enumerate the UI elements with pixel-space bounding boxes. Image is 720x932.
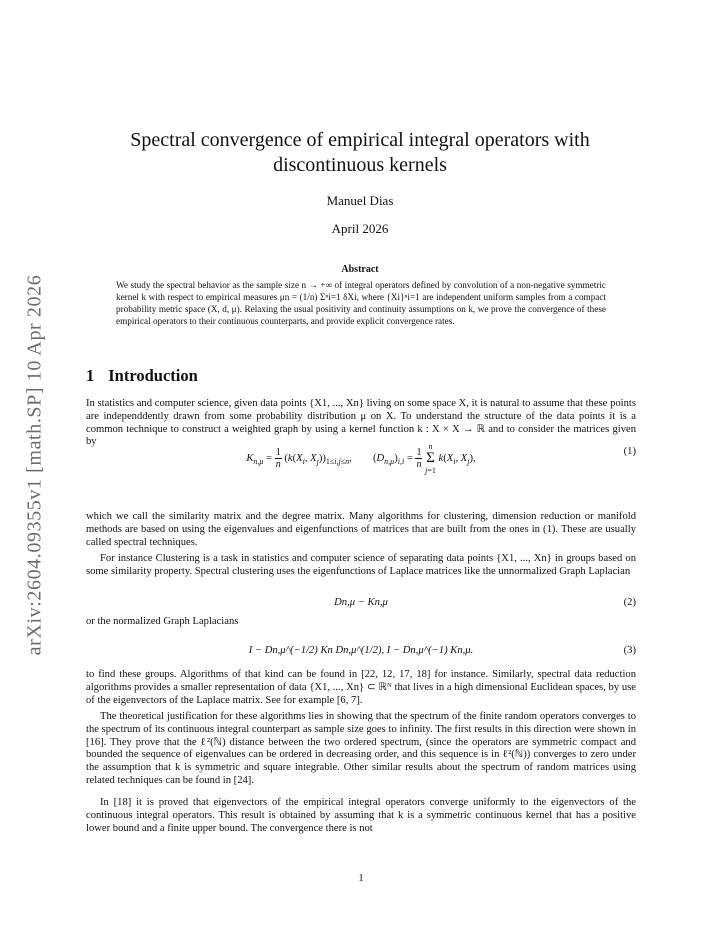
equation-3 (86, 645, 636, 656)
date: April 2026 (331, 221, 389, 236)
equation-2-body: Dn,μ − Kn,μ (334, 597, 388, 608)
paragraph-7: In [18] it is proved that eigenvectors of the empirical integral operators converge uniformly to the eigenvectors of the continuous integral operators. This result is obtained by assuming that k is a symmetric continuous kernel that has a positive lower bound and a finite upper bound. The convergence there is not (86, 797, 636, 834)
equation-2 (86, 597, 636, 608)
equation-2-number: (2) (623, 597, 636, 608)
title-line-1: Spectral convergence of empirical integral operators with (130, 129, 590, 151)
title-line-2: discontinuous kernels (273, 154, 447, 176)
equation-1 (86, 440, 636, 476)
section-number: 1 (86, 366, 95, 385)
author: Manuel Dias (326, 193, 394, 208)
equation-3-body: I − Dn,μ^(−1/2) Kn Dn,μ^(1/2), I − Dn,μ^(−1) Kn,μ. (248, 645, 474, 656)
arxiv-sidebar (14, 245, 56, 685)
equation-3-number: (3) (623, 645, 636, 656)
equation-1-body: $K_{n,\mu}$ = $\frac{1}{n} (k(X_i$, $X_j))_{1\le i,j\le n}$, $(D_{n,\mu})_{i,i}$ = $\frac{1}{n}$ n Σ j=1 $k(X_i$, $X_j$), (246, 442, 476, 475)
abstract-heading: Abstract (341, 264, 379, 275)
section-heading (86, 366, 198, 386)
page-number: 1 (358, 873, 364, 884)
equation-1-number: (1) (623, 446, 636, 457)
paragraph-1: In statistics and computer science, given data points {X1, ..., Xn} living on some space X, it is natural to assume that these points are independdently drawn from some probability distribution μ on X. To understand the structure of the data points it is a common technique to construct a weighted graph by using a kernel function k : X × X → ℝ and to consider the matrices given by (86, 398, 636, 448)
arxiv-id: arXiv:2604.09355v1 [math.SP] 10 Apr 2026 (23, 274, 46, 656)
abstract-text: We study the spectral behavior as the sample size n → +∞ of integral operators defined by convolution of a non-negative symmetric kernel k with respect to empirical measures μn = (1/n) Σⁿi=1 δXi, where {Xi}ⁿi=1 are independent uniform samples from a compact probability metric space (X, d, μ). Relaxing the usual positivity and continuity assumptions on k, we prove the convergence of these empirical operators to their continuous counterparts, and provide explicit convergence rates. (116, 280, 606, 326)
paragraph-5: to find these groups. Algorithms of that kind can be found in [22, 12, 17, 18] for instance. Similarly, spectral data reduction algorithms provides a smaller representation of data {X1, ..., Xn} ⊂ ℝᴺ that lives in a high dimensional Euclidean spaces, by use of the eigenvectors of the Laplace matrix. See for example [6, 7]. (86, 669, 636, 706)
paragraph-6: The theoretical justification for these algorithms lies in showing that the spectrum of the finite random operators converges to the spectrum of its continuous integral counterpart as sample size goes to infinity. The first results in this direction were shown in [16]. They prove that the ℓ²(ℕ) distance between the two ordered spectrum, (since the operators are symmetric compact and bounded the sequence of eigenvalues can be ordered in decreasing order, and this sequence is in ℓ²(ℕ)) converges to zero under the assumption that k is symmetric and square integrable. Other similar results about the spectrum of random matrices using related techniques can be found in [24]. (86, 711, 636, 786)
paragraph-4: or the normalized Graph Laplacians (86, 616, 239, 627)
paper-title (86, 128, 634, 178)
paragraph-3: For instance Clustering is a task in statistics and computer science of separating data points {X1, ..., Xn} in groups based on some similarity property. Spectral clustering uses the eigenfunctions of Laplace matrices like the unnormalized Graph Laplacian (86, 553, 636, 577)
section-title: Introduction (108, 366, 198, 385)
paragraph-2: which we call the similarity matrix and the degree matrix. Many algorithms for clustering, dimension reduction or manifold methods are based on using the eigenvalues and eigenfunctions of matrices that are built from the ones in (1). These are usually called spectral techniques. (86, 511, 636, 548)
